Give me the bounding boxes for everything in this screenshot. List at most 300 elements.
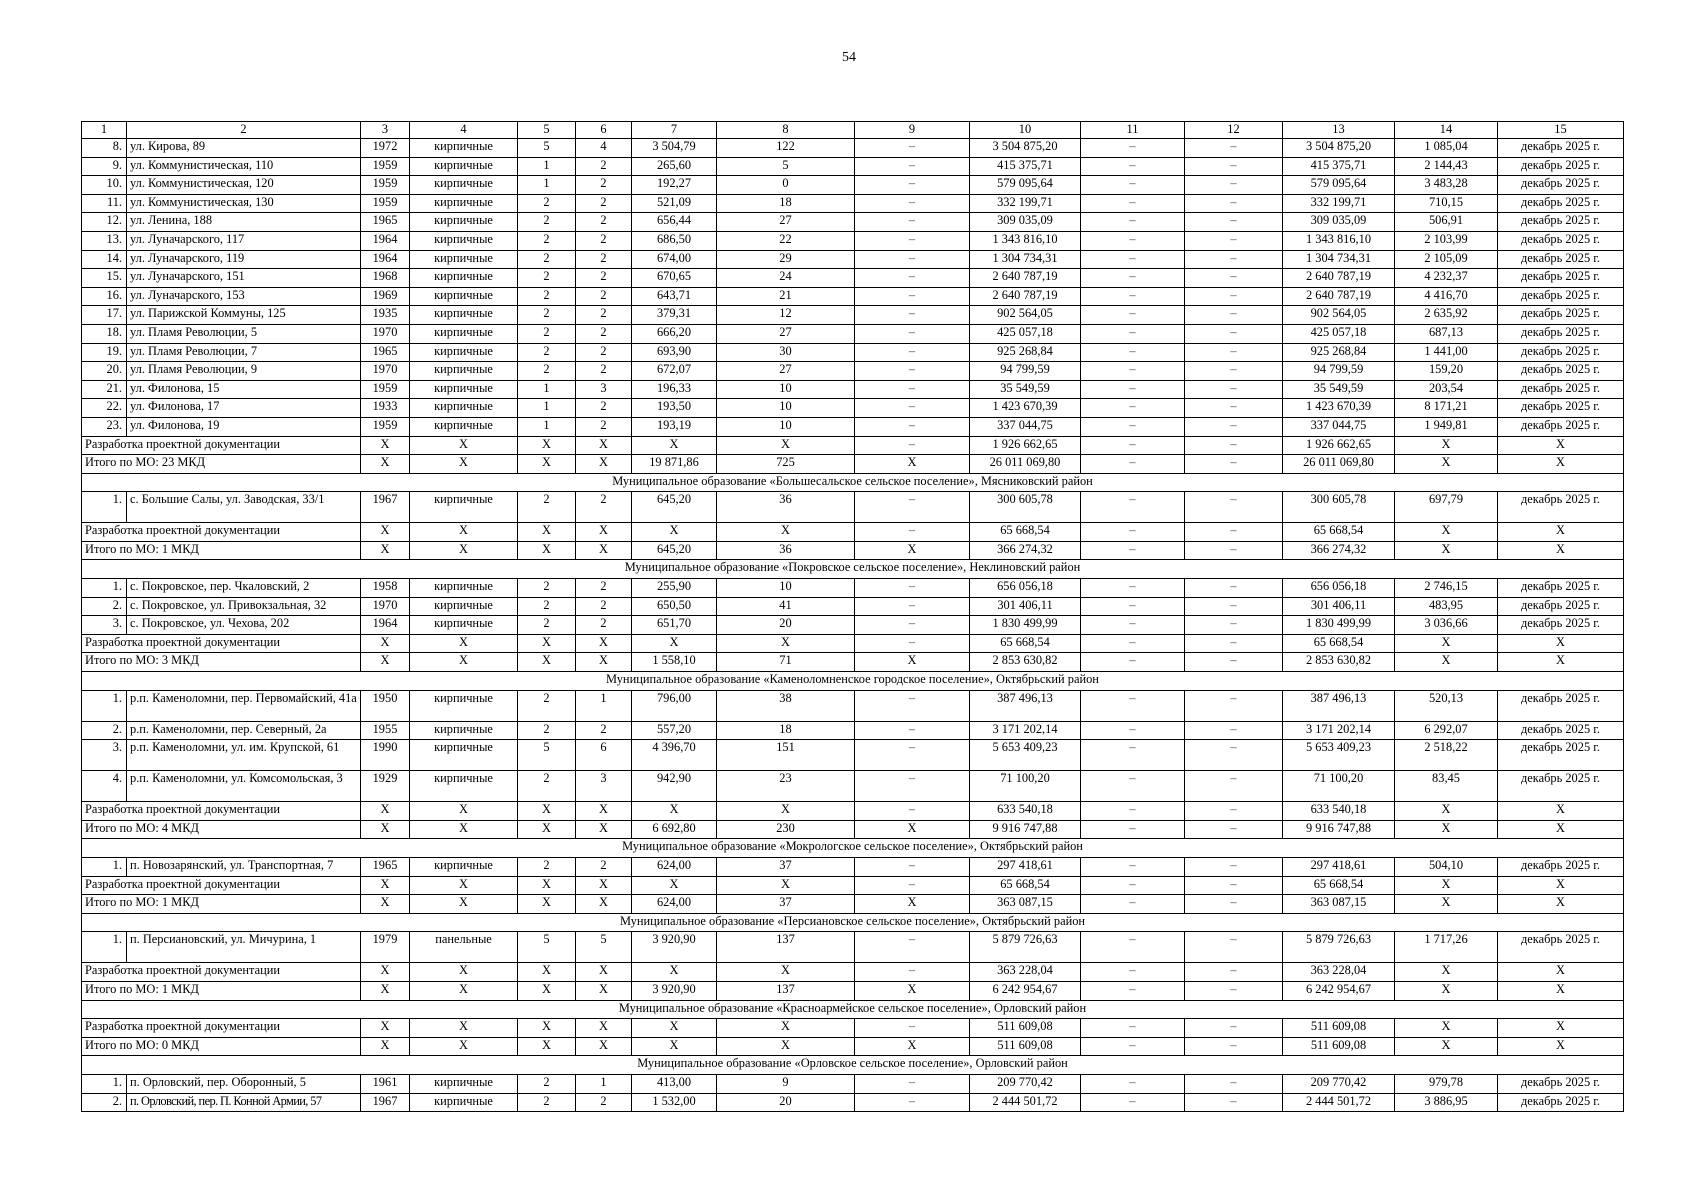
cost-fund-cell: 1 423 670,39 bbox=[1283, 399, 1395, 418]
area-cell: 643,71 bbox=[632, 287, 717, 306]
house-row bbox=[82, 380, 1624, 399]
area-cell: 413,00 bbox=[632, 1074, 717, 1093]
col12-cell: – bbox=[1185, 721, 1283, 740]
entrances-cell: 2 bbox=[576, 306, 632, 325]
floors-cell: 2 bbox=[518, 250, 576, 269]
cost-fund-cell: 363 087,15 bbox=[1283, 895, 1395, 914]
residents-cell: 71 bbox=[717, 653, 855, 672]
row-number-cell: 19. bbox=[82, 343, 127, 362]
unit-cost-cell: 979,78 bbox=[1395, 1074, 1498, 1093]
row-number-cell: 23. bbox=[82, 417, 127, 436]
address-cell: ул. Луначарского, 153 bbox=[127, 287, 361, 306]
material-cell: кирпичные bbox=[410, 380, 518, 399]
col9-cell: X bbox=[855, 541, 970, 560]
year-cell: 1965 bbox=[361, 213, 410, 232]
address-cell: р.п. Каменоломни, ул. Комсомольская, 3 bbox=[127, 771, 361, 802]
unit-cost-cell: 520,13 bbox=[1395, 690, 1498, 721]
cost-total-cell: 3 504 875,20 bbox=[970, 139, 1081, 158]
col12-cell: – bbox=[1185, 876, 1283, 895]
house-row bbox=[82, 324, 1624, 343]
residents-cell: 10 bbox=[717, 579, 855, 598]
floors-cell: X bbox=[518, 1019, 576, 1038]
area-cell: 3 504,79 bbox=[632, 139, 717, 158]
house-row bbox=[82, 139, 1624, 158]
residents-cell: X bbox=[717, 634, 855, 653]
cost-fund-cell: 511 609,08 bbox=[1283, 1019, 1395, 1038]
col9-cell: – bbox=[855, 932, 970, 963]
address-cell: с. Покровское, ул. Привокзальная, 32 bbox=[127, 597, 361, 616]
material-cell: X bbox=[410, 436, 518, 455]
deadline-cell: декабрь 2025 г. bbox=[1498, 771, 1624, 802]
deadline-cell: декабрь 2025 г. bbox=[1498, 157, 1624, 176]
unit-cost-cell: 504,10 bbox=[1395, 858, 1498, 877]
summary-label-cell: Итого по МО: 3 МКД bbox=[82, 653, 361, 672]
residents-cell: 21 bbox=[717, 287, 855, 306]
deadline-cell: декабрь 2025 г. bbox=[1498, 250, 1624, 269]
cost-total-cell: 209 770,42 bbox=[970, 1074, 1081, 1093]
col12-cell: – bbox=[1185, 932, 1283, 963]
material-cell: кирпичные bbox=[410, 616, 518, 635]
area-cell: X bbox=[632, 436, 717, 455]
material-cell: кирпичные bbox=[410, 269, 518, 288]
entrances-cell: 2 bbox=[576, 721, 632, 740]
summary-label-cell: Разработка проектной документации bbox=[82, 523, 361, 542]
unit-cost-cell: X bbox=[1395, 455, 1498, 474]
deadline-cell: декабрь 2025 г. bbox=[1498, 858, 1624, 877]
cost-total-cell: 2 640 787,19 bbox=[970, 269, 1081, 288]
column-number-6: 6 bbox=[576, 122, 632, 139]
cost-total-cell: 2 640 787,19 bbox=[970, 287, 1081, 306]
cost-total-cell: 301 406,11 bbox=[970, 597, 1081, 616]
col12-cell: – bbox=[1185, 597, 1283, 616]
col12-cell: – bbox=[1185, 250, 1283, 269]
house-row bbox=[82, 1074, 1624, 1093]
year-cell: X bbox=[361, 876, 410, 895]
material-cell: X bbox=[410, 1037, 518, 1056]
col11-cell: – bbox=[1081, 802, 1185, 821]
area-cell: 255,90 bbox=[632, 579, 717, 598]
col9-cell: – bbox=[855, 380, 970, 399]
col11-cell: – bbox=[1081, 1037, 1185, 1056]
material-cell: X bbox=[410, 895, 518, 914]
area-cell: 19 871,86 bbox=[632, 455, 717, 474]
address-cell: с. Покровское, пер. Чкаловский, 2 bbox=[127, 579, 361, 598]
row-number-cell: 2. bbox=[82, 597, 127, 616]
col9-cell: – bbox=[855, 324, 970, 343]
cost-fund-cell: 656 056,18 bbox=[1283, 579, 1395, 598]
unit-cost-cell: X bbox=[1395, 963, 1498, 982]
address-cell: ул. Пламя Революции, 9 bbox=[127, 362, 361, 381]
summary-row bbox=[82, 876, 1624, 895]
deadline-cell: декабрь 2025 г. bbox=[1498, 324, 1624, 343]
unit-cost-cell: 2 635,92 bbox=[1395, 306, 1498, 325]
cost-fund-cell: 332 199,71 bbox=[1283, 194, 1395, 213]
cost-fund-cell: 5 879 726,63 bbox=[1283, 932, 1395, 963]
row-number-cell: 2. bbox=[82, 721, 127, 740]
residents-cell: X bbox=[717, 802, 855, 821]
residents-cell: 24 bbox=[717, 269, 855, 288]
col9-cell: – bbox=[855, 523, 970, 542]
year-cell: 1959 bbox=[361, 380, 410, 399]
material-cell: кирпичные bbox=[410, 690, 518, 721]
cost-total-cell: 9 916 747,88 bbox=[970, 820, 1081, 839]
col11-cell: – bbox=[1081, 399, 1185, 418]
col11-cell: – bbox=[1081, 981, 1185, 1000]
cost-fund-cell: 2 444 501,72 bbox=[1283, 1093, 1395, 1112]
page-number: 54 bbox=[842, 50, 856, 65]
unit-cost-cell: 4 416,70 bbox=[1395, 287, 1498, 306]
house-row bbox=[82, 213, 1624, 232]
col11-cell: – bbox=[1081, 963, 1185, 982]
row-number-cell: 3. bbox=[82, 616, 127, 635]
area-cell: 651,70 bbox=[632, 616, 717, 635]
col11-cell: – bbox=[1081, 455, 1185, 474]
deadline-cell: X bbox=[1498, 436, 1624, 455]
area-cell: 521,09 bbox=[632, 194, 717, 213]
col12-cell: – bbox=[1185, 306, 1283, 325]
cost-total-cell: 2 853 630,82 bbox=[970, 653, 1081, 672]
house-row bbox=[82, 250, 1624, 269]
col9-cell: – bbox=[855, 287, 970, 306]
entrances-cell: 2 bbox=[576, 1093, 632, 1112]
floors-cell: 2 bbox=[518, 597, 576, 616]
municipality-section-row bbox=[82, 839, 1624, 858]
cost-fund-cell: 2 853 630,82 bbox=[1283, 653, 1395, 672]
residents-cell: X bbox=[717, 1037, 855, 1056]
deadline-cell: X bbox=[1498, 1019, 1624, 1038]
unit-cost-cell: 2 746,15 bbox=[1395, 579, 1498, 598]
material-cell: X bbox=[410, 981, 518, 1000]
residents-cell: 29 bbox=[717, 250, 855, 269]
col12-cell: – bbox=[1185, 1093, 1283, 1112]
deadline-cell: декабрь 2025 г. bbox=[1498, 269, 1624, 288]
col11-cell: – bbox=[1081, 932, 1185, 963]
floors-cell: 5 bbox=[518, 932, 576, 963]
floors-cell: X bbox=[518, 436, 576, 455]
residents-cell: 18 bbox=[717, 721, 855, 740]
summary-label-cell: Разработка проектной документации bbox=[82, 634, 361, 653]
residents-cell: 9 bbox=[717, 1074, 855, 1093]
row-number-cell: 3. bbox=[82, 740, 127, 771]
floors-cell: X bbox=[518, 1037, 576, 1056]
residents-cell: 137 bbox=[717, 981, 855, 1000]
col11-cell: – bbox=[1081, 1074, 1185, 1093]
entrances-cell: X bbox=[576, 455, 632, 474]
summary-row bbox=[82, 653, 1624, 672]
entrances-cell: 5 bbox=[576, 932, 632, 963]
deadline-cell: декабрь 2025 г. bbox=[1498, 740, 1624, 771]
entrances-cell: 2 bbox=[576, 176, 632, 195]
col9-cell: – bbox=[855, 597, 970, 616]
cost-fund-cell: 35 549,59 bbox=[1283, 380, 1395, 399]
entrances-cell: 2 bbox=[576, 492, 632, 523]
entrances-cell: X bbox=[576, 981, 632, 1000]
floors-cell: X bbox=[518, 653, 576, 672]
address-cell: ул. Ленина, 188 bbox=[127, 213, 361, 232]
area-cell: 193,19 bbox=[632, 417, 717, 436]
col12-cell: – bbox=[1185, 399, 1283, 418]
col9-cell: – bbox=[855, 1074, 970, 1093]
residents-cell: X bbox=[717, 523, 855, 542]
col12-cell: – bbox=[1185, 139, 1283, 158]
col11-cell: – bbox=[1081, 523, 1185, 542]
col12-cell: – bbox=[1185, 436, 1283, 455]
municipality-section-row bbox=[82, 1000, 1624, 1019]
area-cell: 3 920,90 bbox=[632, 981, 717, 1000]
address-cell: ул. Парижской Коммуны, 125 bbox=[127, 306, 361, 325]
floors-cell: X bbox=[518, 455, 576, 474]
floors-cell: 2 bbox=[518, 771, 576, 802]
col11-cell: – bbox=[1081, 436, 1185, 455]
col9-cell: – bbox=[855, 492, 970, 523]
cost-total-cell: 633 540,18 bbox=[970, 802, 1081, 821]
material-cell: кирпичные bbox=[410, 399, 518, 418]
material-cell: кирпичные bbox=[410, 721, 518, 740]
year-cell: X bbox=[361, 1037, 410, 1056]
cost-total-cell: 1 423 670,39 bbox=[970, 399, 1081, 418]
col11-cell: – bbox=[1081, 250, 1185, 269]
address-cell: ул. Коммунистическая, 110 bbox=[127, 157, 361, 176]
address-cell: ул. Пламя Революции, 5 bbox=[127, 324, 361, 343]
entrances-cell: X bbox=[576, 876, 632, 895]
floors-cell: 2 bbox=[518, 858, 576, 877]
municipality-title: Муниципальное образование «Красноармейское сельское поселение», Орловский район bbox=[82, 1000, 1624, 1019]
floors-cell: 1 bbox=[518, 176, 576, 195]
unit-cost-cell: X bbox=[1395, 1037, 1498, 1056]
summary-label-cell: Разработка проектной документации bbox=[82, 802, 361, 821]
floors-cell: 2 bbox=[518, 690, 576, 721]
col12-cell: – bbox=[1185, 455, 1283, 474]
row-number-cell: 16. bbox=[82, 287, 127, 306]
cost-fund-cell: 2 640 787,19 bbox=[1283, 269, 1395, 288]
col9-cell: – bbox=[855, 362, 970, 381]
residents-cell: 20 bbox=[717, 1093, 855, 1112]
row-number-cell: 20. bbox=[82, 362, 127, 381]
year-cell: X bbox=[361, 1019, 410, 1038]
area-cell: 624,00 bbox=[632, 858, 717, 877]
cost-fund-cell: 902 564,05 bbox=[1283, 306, 1395, 325]
unit-cost-cell: X bbox=[1395, 653, 1498, 672]
municipality-section-row bbox=[82, 913, 1624, 932]
floors-cell: 2 bbox=[518, 492, 576, 523]
col11-cell: – bbox=[1081, 157, 1185, 176]
unit-cost-cell: 2 518,22 bbox=[1395, 740, 1498, 771]
entrances-cell: 2 bbox=[576, 157, 632, 176]
material-cell: кирпичные bbox=[410, 231, 518, 250]
material-cell: кирпичные bbox=[410, 492, 518, 523]
cost-total-cell: 71 100,20 bbox=[970, 771, 1081, 802]
col12-cell: – bbox=[1185, 380, 1283, 399]
material-cell: кирпичные bbox=[410, 343, 518, 362]
summary-label-cell: Итого по МО: 4 МКД bbox=[82, 820, 361, 839]
col12-cell: – bbox=[1185, 690, 1283, 721]
unit-cost-cell: 3 886,95 bbox=[1395, 1093, 1498, 1112]
year-cell: X bbox=[361, 436, 410, 455]
material-cell: X bbox=[410, 455, 518, 474]
year-cell: 1935 bbox=[361, 306, 410, 325]
col12-cell: – bbox=[1185, 895, 1283, 914]
address-cell: ул. Пламя Революции, 7 bbox=[127, 343, 361, 362]
cost-total-cell: 1 830 499,99 bbox=[970, 616, 1081, 635]
residents-cell: 137 bbox=[717, 932, 855, 963]
col9-cell: – bbox=[855, 721, 970, 740]
floors-cell: 2 bbox=[518, 1093, 576, 1112]
year-cell: 1959 bbox=[361, 194, 410, 213]
unit-cost-cell: 2 144,43 bbox=[1395, 157, 1498, 176]
deadline-cell: декабрь 2025 г. bbox=[1498, 139, 1624, 158]
col11-cell: – bbox=[1081, 634, 1185, 653]
floors-cell: 2 bbox=[518, 194, 576, 213]
capital-repair-table bbox=[81, 121, 1624, 1112]
deadline-cell: декабрь 2025 г. bbox=[1498, 194, 1624, 213]
material-cell: кирпичные bbox=[410, 579, 518, 598]
cost-total-cell: 309 035,09 bbox=[970, 213, 1081, 232]
entrances-cell: 2 bbox=[576, 579, 632, 598]
municipality-section-row bbox=[82, 473, 1624, 492]
cost-total-cell: 363 228,04 bbox=[970, 963, 1081, 982]
house-row bbox=[82, 1093, 1624, 1112]
year-cell: 1970 bbox=[361, 597, 410, 616]
unit-cost-cell: X bbox=[1395, 541, 1498, 560]
cost-total-cell: 415 375,71 bbox=[970, 157, 1081, 176]
col9-cell: – bbox=[855, 634, 970, 653]
floors-cell: X bbox=[518, 802, 576, 821]
municipality-title: Муниципальное образование «Большесальское сельское поселение», Мясниковский район bbox=[82, 473, 1624, 492]
cost-total-cell: 511 609,08 bbox=[970, 1037, 1081, 1056]
address-cell: ул. Луначарского, 151 bbox=[127, 269, 361, 288]
year-cell: 1959 bbox=[361, 417, 410, 436]
area-cell: 796,00 bbox=[632, 690, 717, 721]
house-row bbox=[82, 231, 1624, 250]
cost-total-cell: 656 056,18 bbox=[970, 579, 1081, 598]
area-cell: 645,20 bbox=[632, 541, 717, 560]
deadline-cell: X bbox=[1498, 1037, 1624, 1056]
deadline-cell: X bbox=[1498, 634, 1624, 653]
column-number-12: 12 bbox=[1185, 122, 1283, 139]
material-cell: кирпичные bbox=[410, 157, 518, 176]
cost-fund-cell: 579 095,64 bbox=[1283, 176, 1395, 195]
cost-fund-cell: 65 668,54 bbox=[1283, 634, 1395, 653]
municipality-section-row bbox=[82, 1056, 1624, 1075]
col9-cell: – bbox=[855, 802, 970, 821]
summary-row bbox=[82, 436, 1624, 455]
area-cell: 379,31 bbox=[632, 306, 717, 325]
column-number-15: 15 bbox=[1498, 122, 1624, 139]
unit-cost-cell: 83,45 bbox=[1395, 771, 1498, 802]
deadline-cell: декабрь 2025 г. bbox=[1498, 579, 1624, 598]
row-number-cell: 4. bbox=[82, 771, 127, 802]
residents-cell: 151 bbox=[717, 740, 855, 771]
area-cell: X bbox=[632, 1037, 717, 1056]
year-cell: 1970 bbox=[361, 324, 410, 343]
unit-cost-cell: X bbox=[1395, 895, 1498, 914]
area-cell: 557,20 bbox=[632, 721, 717, 740]
row-number-cell: 13. bbox=[82, 231, 127, 250]
cost-fund-cell: 65 668,54 bbox=[1283, 523, 1395, 542]
house-row bbox=[82, 771, 1624, 802]
residents-cell: X bbox=[717, 1019, 855, 1038]
municipality-section-row bbox=[82, 672, 1624, 691]
area-cell: 1 532,00 bbox=[632, 1093, 717, 1112]
year-cell: 1967 bbox=[361, 1093, 410, 1112]
residents-cell: 37 bbox=[717, 895, 855, 914]
floors-cell: 2 bbox=[518, 721, 576, 740]
col12-cell: – bbox=[1185, 287, 1283, 306]
cost-fund-cell: 209 770,42 bbox=[1283, 1074, 1395, 1093]
address-cell: ул. Кирова, 89 bbox=[127, 139, 361, 158]
entrances-cell: 2 bbox=[576, 616, 632, 635]
residents-cell: 27 bbox=[717, 324, 855, 343]
summary-row bbox=[82, 1019, 1624, 1038]
summary-row bbox=[82, 820, 1624, 839]
col9-cell: X bbox=[855, 653, 970, 672]
residents-cell: 122 bbox=[717, 139, 855, 158]
entrances-cell: 2 bbox=[576, 399, 632, 418]
cost-total-cell: 387 496,13 bbox=[970, 690, 1081, 721]
area-cell: 193,50 bbox=[632, 399, 717, 418]
row-number-cell: 18. bbox=[82, 324, 127, 343]
deadline-cell: декабрь 2025 г. bbox=[1498, 287, 1624, 306]
summary-label-cell: Итого по МО: 1 МКД bbox=[82, 541, 361, 560]
house-row bbox=[82, 858, 1624, 877]
house-row bbox=[82, 597, 1624, 616]
unit-cost-cell: 159,20 bbox=[1395, 362, 1498, 381]
cost-fund-cell: 3 171 202,14 bbox=[1283, 721, 1395, 740]
col9-cell: – bbox=[855, 269, 970, 288]
col12-cell: – bbox=[1185, 820, 1283, 839]
floors-cell: X bbox=[518, 634, 576, 653]
col9-cell: X bbox=[855, 820, 970, 839]
entrances-cell: 2 bbox=[576, 858, 632, 877]
year-cell: X bbox=[361, 523, 410, 542]
col11-cell: – bbox=[1081, 579, 1185, 598]
year-cell: 1964 bbox=[361, 231, 410, 250]
col9-cell: – bbox=[855, 963, 970, 982]
residents-cell: 0 bbox=[717, 176, 855, 195]
unit-cost-cell: 697,79 bbox=[1395, 492, 1498, 523]
floors-cell: 1 bbox=[518, 399, 576, 418]
row-number-cell: 12. bbox=[82, 213, 127, 232]
col12-cell: – bbox=[1185, 541, 1283, 560]
col12-cell: – bbox=[1185, 963, 1283, 982]
year-cell: X bbox=[361, 981, 410, 1000]
material-cell: кирпичные bbox=[410, 306, 518, 325]
residents-cell: 30 bbox=[717, 343, 855, 362]
cost-fund-cell: 301 406,11 bbox=[1283, 597, 1395, 616]
summary-row bbox=[82, 455, 1624, 474]
material-cell: кирпичные bbox=[410, 324, 518, 343]
col9-cell: – bbox=[855, 436, 970, 455]
entrances-cell: 3 bbox=[576, 380, 632, 399]
deadline-cell: декабрь 2025 г. bbox=[1498, 343, 1624, 362]
col11-cell: – bbox=[1081, 306, 1185, 325]
house-row bbox=[82, 932, 1624, 963]
cost-total-cell: 902 564,05 bbox=[970, 306, 1081, 325]
deadline-cell: декабрь 2025 г. bbox=[1498, 597, 1624, 616]
material-cell: кирпичные bbox=[410, 417, 518, 436]
col12-cell: – bbox=[1185, 771, 1283, 802]
row-number-cell: 1. bbox=[82, 1074, 127, 1093]
material-cell: кирпичные bbox=[410, 362, 518, 381]
entrances-cell: 1 bbox=[576, 690, 632, 721]
address-cell: ул. Коммунистическая, 120 bbox=[127, 176, 361, 195]
col11-cell: – bbox=[1081, 1093, 1185, 1112]
col11-cell: – bbox=[1081, 858, 1185, 877]
area-cell: 645,20 bbox=[632, 492, 717, 523]
unit-cost-cell: 4 232,37 bbox=[1395, 269, 1498, 288]
summary-row bbox=[82, 963, 1624, 982]
area-cell: X bbox=[632, 1019, 717, 1038]
